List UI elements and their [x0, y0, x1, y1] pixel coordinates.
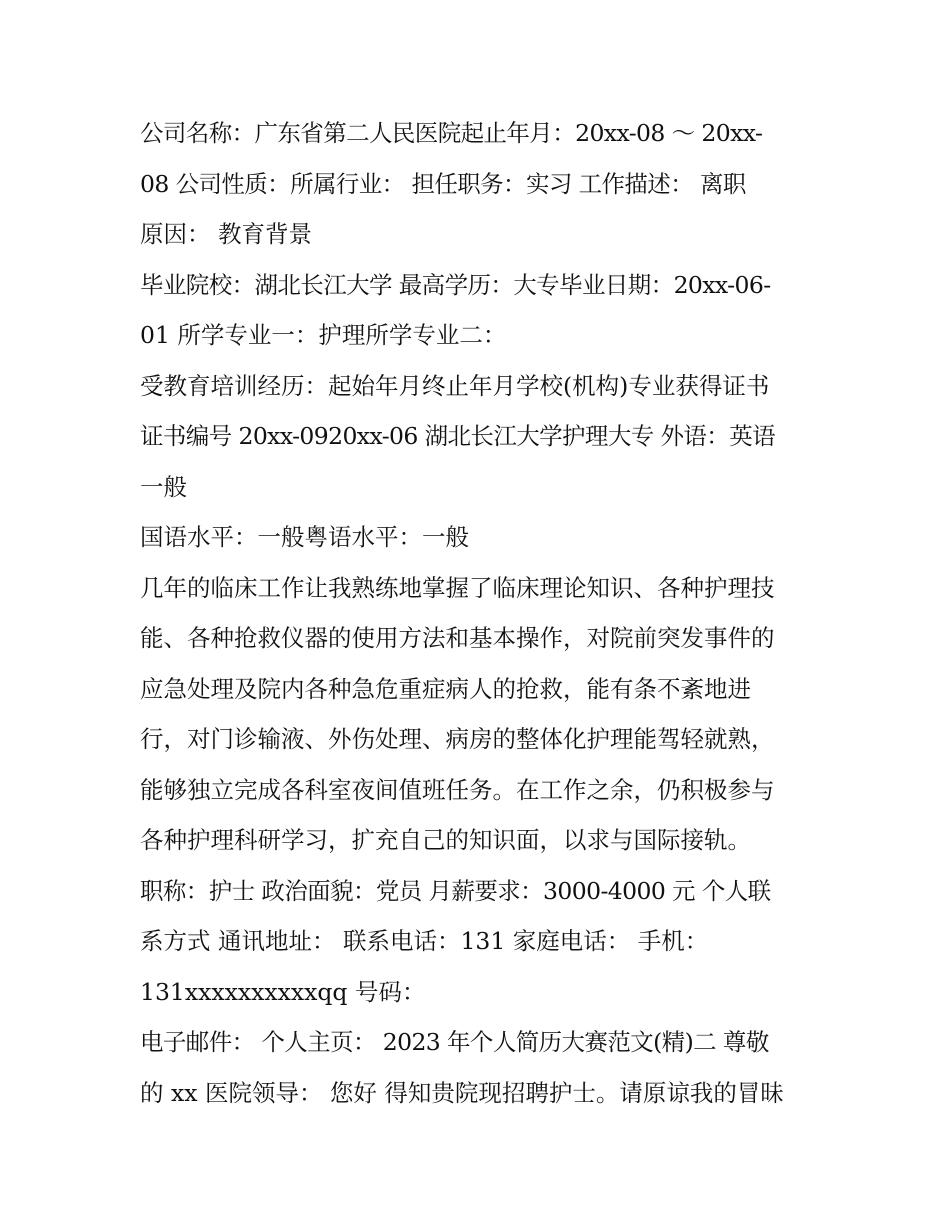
text-line-17: 系方式 通讯地址： 联系电话：131 家庭电话： 手机：: [140, 927, 709, 955]
text-line-19: 电子邮件： 个人主页： 2023 年个人简历大赛范文(精)二 尊敬: [140, 1028, 769, 1056]
text-line-3: 原因： 教育背景: [140, 220, 312, 248]
text-line-6: 受教育培训经历：起始年月终止年月学校(机构)专业获得证书: [140, 371, 770, 400]
text-line-14: 能够独立完成各科室夜间值班任务。在工作之余，仍积极参与: [140, 775, 775, 804]
text-line-8: 一般: [140, 472, 187, 501]
text-line-4: 毕业院校：湖北长江大学 最高学历：大专毕业日期：20xx-06-: [140, 270, 771, 299]
text-line-16: 职称：护士 政治面貌：党员 月薪要求：3000-4000 元 个人联: [140, 876, 771, 905]
text-line-7: 证书编号 20xx-0920xx-06 湖北长江大学护理大专 外语：英语: [140, 422, 775, 450]
text-line-12: 应急处理及院内各种急危重症病人的抢救，能有条不紊地进: [140, 674, 751, 703]
text-line-5: 01 所学专业一：护理所学专业二：: [140, 321, 507, 349]
text-line-18: 131xxxxxxxxxxqq 号码：: [140, 977, 426, 1006]
text-line-2: 08 公司性质：所属行业： 担任职务：实习 工作描述： 离职: [140, 169, 746, 198]
text-line-9: 国语水平：一般粤语水平：一般: [140, 523, 469, 551]
text-line-13: 行，对门诊输液、外伤处理、病房的整体化护理能驾轻就熟，: [140, 725, 775, 753]
text-line-10: 几年的临床工作让我熟练地掌握了临床理论知识、各种护理技: [140, 573, 775, 602]
text-line-11: 能、各种抢救仪器的使用方法和基本操作，对院前突发事件的: [140, 624, 775, 652]
text-line-1: 公司名称：广东省第二人民医院起止年月：20xx-08 ～ 20xx-: [140, 119, 763, 147]
text-line-20: 的 xx 医院领导： 您好 得知贵院现招聘护士。请原谅我的冒昧: [140, 1078, 784, 1107]
text-line-15: 各种护理科研学习，扩充自己的知识面，以求与国际接轨。: [140, 826, 751, 854]
document-body: [140, 108, 820, 1118]
